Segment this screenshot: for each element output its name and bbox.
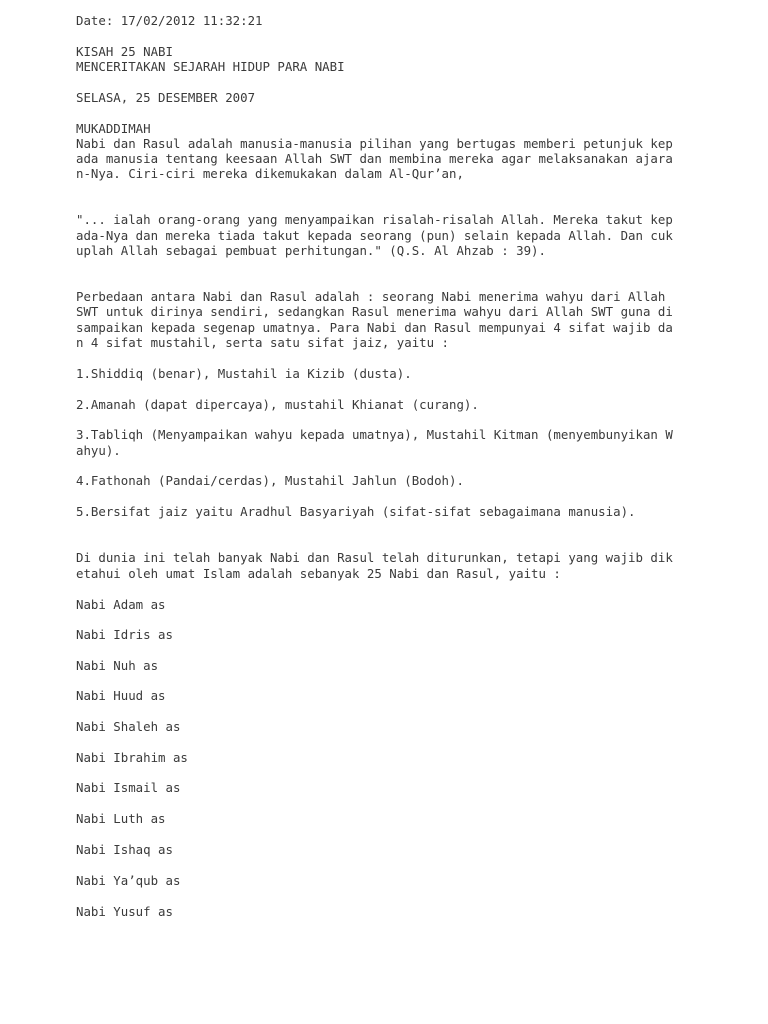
intro-line: ada manusia tentang keesaan Allah SWT dan membina mereka agar melaksanakan ajara xyxy=(76,151,673,166)
prophet-list-item: Nabi Adam as xyxy=(76,597,166,612)
prophet-list-item: Nabi Yusuf as xyxy=(76,904,173,919)
intro-line: n-Nya. Ciri-ciri mereka dikemukakan dalam Al-Qur’an, xyxy=(76,166,464,181)
prophet-list-item: Nabi Luth as xyxy=(76,811,166,826)
date-line: Date: 17/02/2012 11:32:21 xyxy=(76,13,263,28)
difference-line: Perbedaan antara Nabi dan Rasul adalah : seorang Nabi menerima wahyu dari Allah xyxy=(76,289,666,304)
prophet-list-item: Nabi Idris as xyxy=(76,627,173,642)
difference-line: SWT untuk dirinya sendiri, sedangkan Rasul menerima wahyu dari Allah SWT guna di xyxy=(76,304,673,319)
trait-item: 3.Tabliqh (Menyampaikan wahyu kepada umatnya), Mustahil Kitman (menyembunyikan W xyxy=(76,427,673,442)
prophets-intro-line: etahui oleh umat Islam adalah sebanyak 25 Nabi dan Rasul, yaitu : xyxy=(76,566,561,581)
prophet-list-item: Nabi Ismail as xyxy=(76,780,181,795)
trait-item: 2.Amanah (dapat dipercaya), mustahil Khianat (curang). xyxy=(76,397,479,412)
document-subtitle: MENCERITAKAN SEJARAH HIDUP PARA NABI xyxy=(76,59,345,74)
quote-line: ada-Nya dan mereka tiada takut kepada seorang (pun) selain kepada Allah. Dan cuk xyxy=(76,228,673,243)
quote-line: uplah Allah sebagai pembuat perhitungan." (Q.S. Al Ahzab : 39). xyxy=(76,243,546,258)
quote-line: "... ialah orang-orang yang menyampaikan risalah-risalah Allah. Mereka takut kep xyxy=(76,212,673,227)
trait-item: 4.Fathonah (Pandai/cerdas), Mustahil Jahlun (Bodoh). xyxy=(76,473,464,488)
difference-line: sampaikan kepada segenap umatnya. Para Nabi dan Rasul mempunyai 4 sifat wajib da xyxy=(76,320,673,335)
prophet-list-item: Nabi Nuh as xyxy=(76,658,159,673)
prophet-list-item: Nabi Ibrahim as xyxy=(76,750,188,765)
prophet-list-item: Nabi Huud as xyxy=(76,688,166,703)
document-title: KISAH 25 NABI xyxy=(76,44,173,59)
section-heading: MUKADDIMAH xyxy=(76,121,151,136)
prophet-list-item: Nabi Ya’qub as xyxy=(76,873,181,888)
trait-item-continuation: ahyu). xyxy=(76,443,121,458)
prophet-list-item: Nabi Ishaq as xyxy=(76,842,173,857)
trait-item: 1.Shiddiq (benar), Mustahil ia Kizib (dusta). xyxy=(76,366,412,381)
prophet-list-item: Nabi Shaleh as xyxy=(76,719,181,734)
prophets-intro-line: Di dunia ini telah banyak Nabi dan Rasul telah diturunkan, tetapi yang wajib dik xyxy=(76,550,673,565)
trait-item: 5.Bersifat jaiz yaitu Aradhul Basyariyah (sifat-sifat sebagaimana manusia). xyxy=(76,504,636,519)
post-date: SELASA, 25 DESEMBER 2007 xyxy=(76,90,256,105)
intro-line: Nabi dan Rasul adalah manusia-manusia pilihan yang bertugas memberi petunjuk kep xyxy=(76,136,673,151)
difference-line: n 4 sifat mustahil, serta satu sifat jaiz, yaitu : xyxy=(76,335,449,350)
